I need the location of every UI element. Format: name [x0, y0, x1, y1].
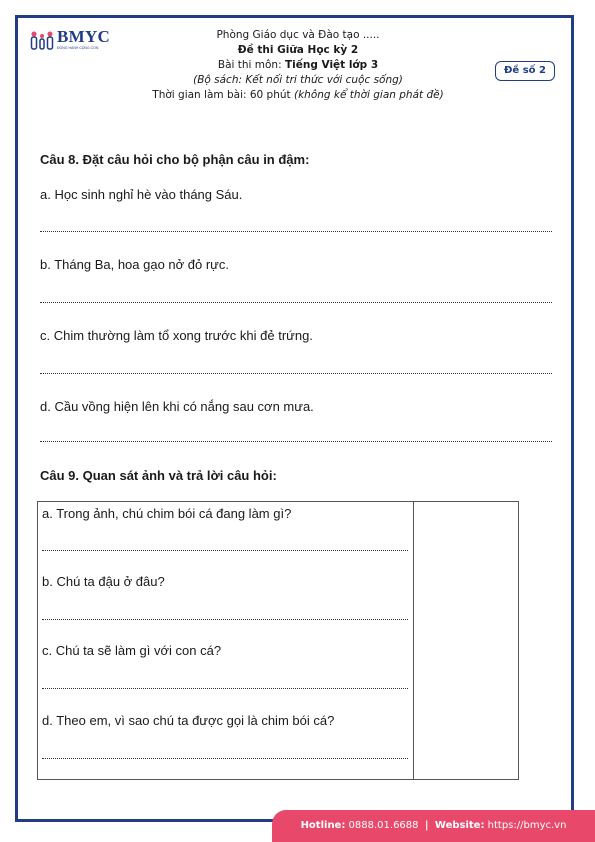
logo-text: BMYC [57, 27, 111, 46]
question-8-title: Câu 8. Đặt câu hỏi cho bộ phận câu in đậm: [40, 152, 310, 167]
q8-item-d: d. Cầu vồng hiện lên khi có nắng sau cơn mưa. [40, 399, 314, 414]
subject-line [110, 58, 486, 73]
q9-answer-line-c[interactable] [42, 688, 408, 689]
q8-item-b: b. Tháng Ba, hoa gạo nở đỏ rực. [40, 257, 230, 272]
department-line: Phòng Giáo dục và Đào tạo ..... [216, 29, 380, 41]
hotline-label: Hotline: [300, 820, 346, 831]
q8-answer-line-d[interactable] [40, 441, 552, 442]
brand-logo [30, 28, 110, 52]
q9-answer-table [37, 501, 519, 780]
exam-header [110, 28, 486, 103]
q8-item-a: a. Học sinh nghỉ hè vào tháng Sáu. [40, 187, 243, 202]
website-link[interactable]: https://bmyc.vn [487, 820, 567, 831]
q8-item-c: c. Chim thường làm tổ xong trước khi đẻ trứng. [40, 328, 313, 343]
subject-name: Tiếng Việt lớp 3 [284, 59, 379, 71]
q9-answer-line-b[interactable] [42, 619, 408, 620]
q9-item-a: a. Trong ảnh, chú chim bói cá đang làm gì? [42, 506, 292, 521]
q9-item-d: d. Theo em, vì sao chú ta được gọi là chim bói cá? [42, 713, 335, 728]
website-label: Website: [434, 820, 485, 831]
logo-tagline: ĐỒNG HÀNH CÙNG CON [57, 46, 99, 50]
hotline-number[interactable]: 0888.01.6688 [348, 820, 419, 831]
exam-title: Đề thi Giữa Học kỳ 2 [237, 44, 359, 56]
footer-separator: | [424, 820, 429, 831]
contact-footer [272, 810, 595, 842]
duration-prefix: Thời gian làm bài: 60 phút [152, 89, 294, 101]
q9-answer-line-d[interactable] [42, 758, 408, 759]
q8-answer-line-c[interactable] [40, 373, 552, 374]
q8-answer-line-a[interactable] [40, 231, 552, 232]
table-divider [413, 502, 414, 779]
q9-answer-line-a[interactable] [42, 550, 408, 551]
question-9-title: Câu 9. Quan sát ảnh và trả lời câu hỏi: [40, 468, 277, 483]
q9-item-c: c. Chú ta sẽ làm gì với con cá? [42, 643, 222, 658]
duration-note: (không kể thời gian phát đề) [294, 89, 444, 101]
duration-line [110, 88, 486, 103]
q9-item-b: b. Chú ta đậu ở đâu? [42, 574, 165, 589]
family-icon [30, 30, 54, 50]
book-series: (Bộ sách: Kết nối tri thức với cuộc sống) [193, 74, 403, 86]
q8-answer-line-b[interactable] [40, 302, 552, 303]
exam-code-badge: Đề số 2 [495, 61, 555, 81]
subject-prefix: Bài thi môn: [217, 59, 285, 71]
